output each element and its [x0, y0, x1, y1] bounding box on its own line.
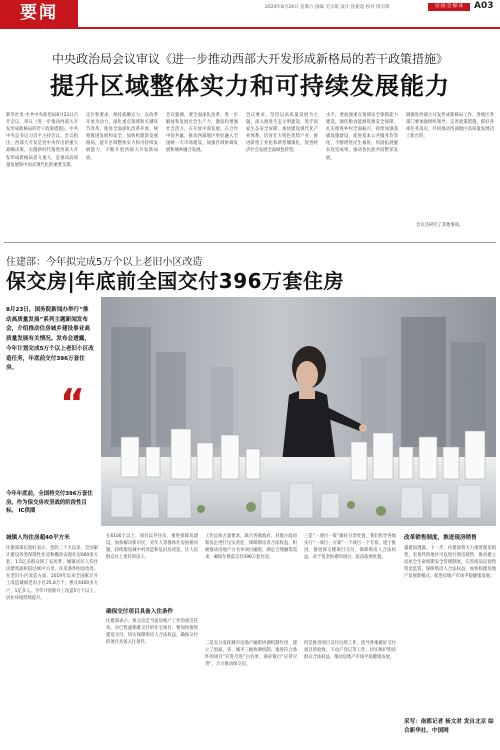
top-story-title: 提升区域整体实力和可持续发展能力	[50, 72, 450, 100]
top-story-column-5: 水平，要加强重点领域安全保障能力建设，强化粮食能源资源安全保障，扎实推进乡村全面振兴，持续加强基础设施建设，促进基本公共服务均等化，不断增进民生福祉，巩固拓展脱贫攻坚成果，推动各民族共同繁荣发展。	[326, 113, 398, 161]
second-story-title: 保交房|年底前全国交付396万套住房	[6, 269, 345, 293]
top-story-column-6: 调推进西部大开发形成新格局工作，各地区各部门要加强组织领导，完善政策措施，抓好各项任务落实，共同推动西部地区高质量发展迈上新台阶。	[406, 113, 494, 140]
second-story-lede: 8月23日，国务院新闻办举行“推动高质量发展”系列主题新闻发布会，介绍推动住房城乡建设事业高质量发展有关情况。发布会透露，今年计划完成5万个以上老旧小区改造任务，年底前交付396万套住房。	[6, 307, 94, 372]
issue-info: 2024年8月24日 星期六 国编 毛宗锐 设计 崔振超 校对 周宗锋	[265, 5, 390, 10]
page-number: A03	[474, 1, 494, 11]
column-2-heading: 确保交付项目具备入住条件	[106, 609, 174, 615]
top-story-subtitle: 中央政治局会议审议《进一步推动西部大开发形成新格局的若干政策措施》	[51, 52, 448, 66]
column-1-heading: 城镇人均住房超40平方米	[6, 535, 70, 541]
photo-caption: 今年年底前，全国将交付396万套住房。作为保交房攻坚战的阶段性目标。 IC供图	[6, 491, 93, 515]
brand-tag: 见·国·全·媒·体	[428, 3, 470, 11]
second-story-column-4b: 四是推进项目交付后续工作，指导各地做好交付项目的验收、不动产登记等工作，切实维护购房群众合法权益，推动房地产市场平稳健康发展。	[304, 641, 396, 661]
second-story-column-3b: 二是充分发挥城市房地产融资协调机制作用，建立了国家、省、城市三级协调机制，推进符合条件的项目“应进尽进”白名单，商业银行“应贷尽贷”，合力推动保交房。	[205, 641, 297, 668]
top-story-column-1: 新华社电 中共中央政治局8月23日召开会议，审议《进一步推动西部大开发形成新格局的若干政策措施》。中共中央总书记习近平主持会议。会议指出，西部大开发是党中央作出的重大战略决策，实施新时代推进西部大开发形成新格局意义重大，是推动高质量发展和中国式现代化的重要支撑。	[6, 113, 78, 168]
top-story-ending: 会议还研究了其他事项。	[416, 223, 464, 228]
second-story-column-4: 三是“一项目一策”做好分类处置，我们指导各地实行“一项目一方案”一个项目一个专班，逐个推进，推进保交楼项目交付，保障购房人合法权益，对于资金困难的项目，依法依规处置。	[304, 534, 396, 561]
second-story-column-1: 住建部部长倪虹表示，党的二十大以来，全国累计建设各类保障性住房和棚改安置住房660余万套，1.5亿多群众圆了安居梦。城镇居民人均住房建筑面积超过40平方米，住房条件明显改善。在老旧小区改造方面，2019年以来全国累计开工改造城镇老旧小区25.8万个，惠及4400多万户、1亿多人。今年计划新开工改造5万个以上，居住环境持续提升。	[6, 546, 98, 601]
top-story-column-2: 定位和要求，保持战略定力，以改革开放为动力，深化重点领域和关键环节改革，推进全面深化改革开放，统筹推进发展和安全，加快构建新发展格局，提升区域整体实力和可持续发展能力，不断开创西部大开发新局面。	[86, 113, 158, 161]
second-story-column-3: 工作总体方案要求，联合各地政府，对地方政府和房企进行压实责任，保障购房者合法权益，积极推动房地产白名单项目融资，满足合理融资需求，确保年底前交付396万套住房。	[205, 534, 297, 561]
section-label: 要闻	[0, 0, 78, 27]
top-story-column-4: 会议要求，坚持以高质量发展为主题，深入推进生态文明建设，筑牢国家生态安全屏障，加快建设现代化产业体系，培育壮大特色优势产业，推进新型工业化和新型城镇化，促进经济社会发展全面绿色转型。	[246, 113, 318, 154]
quote-mark: “	[60, 381, 85, 425]
second-story-column-2b: 住建部表示，保交房是当前房地产工作的重点任务。对已售逾期难交付的住宅项目，要加快推进建设交付，切实保障购房人合法权益，确保交付的项目具备入住条件。	[106, 619, 198, 646]
byline-credits: 采写：南都记者 杨文君 发自北京 综合新华社、中国网	[404, 719, 494, 734]
top-story-column-3: 会议强调，要全面深化改革，进一步解放和发展社会生产力，激发和增强社会活力，在开放中谋发展，在合作中促共赢，推动西部地区更好融入全国统一大市场建设，加强区域协调发展和城乡融合发展。	[166, 113, 238, 154]
second-story-column-2: 在6100个以上，项目以外住房，推进保障房建设，加快解决新市民、青年人等群体住房困难问题，持续推进城中村改造和危旧房改造，让人民群众住上更好的房子。	[106, 534, 198, 561]
header-rule	[0, 27, 500, 29]
second-story-column-5: 董建国透露，下一步，住建部将大力推进现房销售，有条件的地区可以进行现房销售，推动建立房屋全生命周期安全管理制度，完善商品房预售资金监管，保障购房人合法权益，加快构建房地产发展新模式，促进房地产市场平稳健康发展。	[404, 546, 496, 580]
column-5-heading: 改革销售制度，推进现房销售	[404, 535, 477, 541]
section-divider	[4, 242, 496, 243]
second-story-subtitle: 住建部：今年拟完成5万个以上老旧小区改造	[6, 257, 203, 268]
news-photo	[101, 297, 496, 526]
